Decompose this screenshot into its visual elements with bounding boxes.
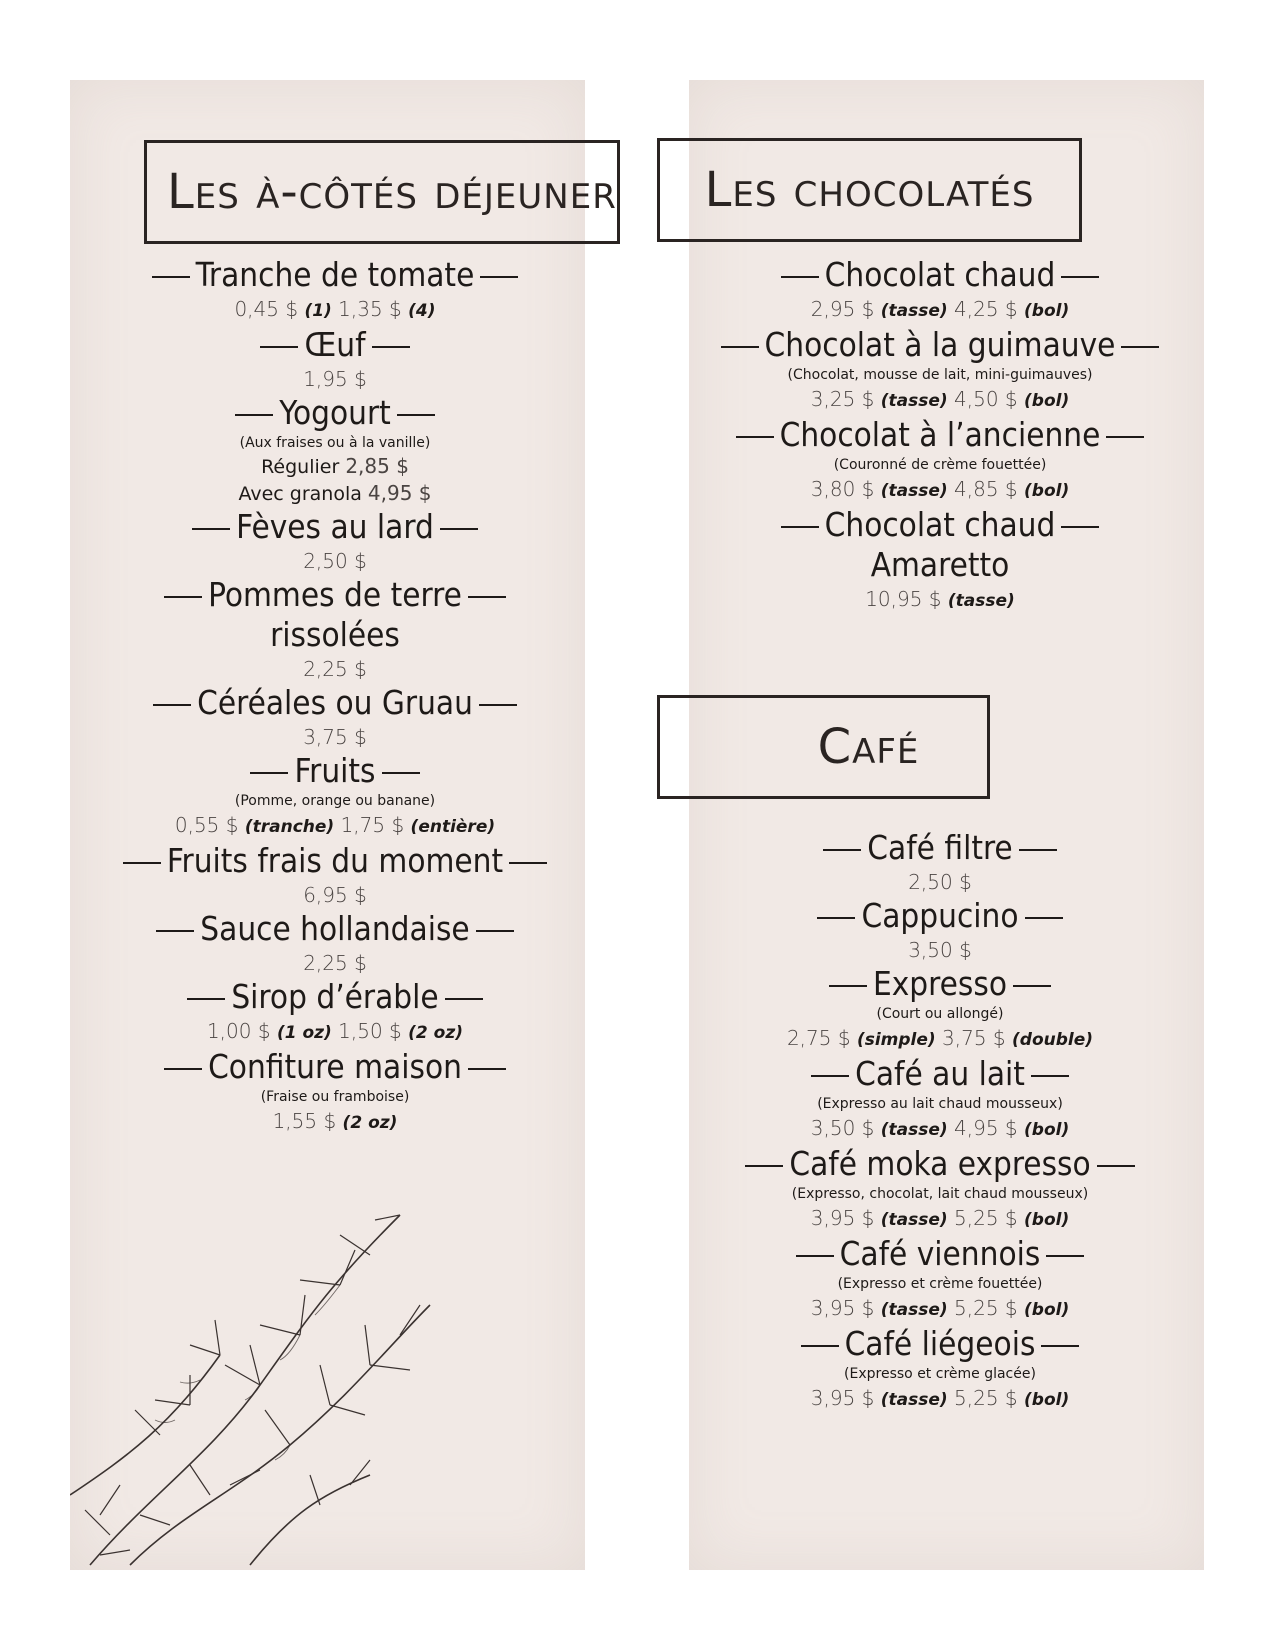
menu-item-name: [110, 977, 560, 1017]
menu-item-price: [110, 1107, 560, 1137]
menu-item-description: (Expresso et crème fouettée): [837, 1276, 1043, 1292]
price-unit: (tranche): [244, 817, 335, 837]
menu-item-description: (Aux fraises ou à la vanille): [239, 435, 431, 451]
menu-item-name-text: Fèves au lard: [236, 507, 434, 546]
price-value: 6,95 $: [303, 883, 367, 907]
menu-item-name-text: Café moka expresso: [789, 1144, 1091, 1183]
dash-divider: [781, 526, 819, 528]
menu-item-name: [110, 909, 560, 949]
menu-item-name-text: Yogourt: [279, 393, 391, 432]
menu-item-name: [110, 325, 560, 365]
menu-item-description: (Expresso, chocolat, lait chaud mousseux): [791, 1186, 1089, 1202]
menu-item-price: [110, 723, 560, 751]
dash-divider: [440, 528, 478, 530]
menu-item-name: [700, 505, 1180, 545]
menu-item-name: [110, 1047, 560, 1087]
price-value: 4,95 $: [367, 481, 432, 505]
price-value: 1,55 $: [272, 1109, 337, 1133]
menu-item-price: [700, 1294, 1180, 1324]
price-value: 1,75 $: [340, 813, 405, 837]
price-value: 3,25 $: [810, 387, 875, 411]
price-unit: (bol): [1024, 301, 1070, 321]
price-value: 1,95 $: [303, 367, 367, 391]
menu-item-name: [110, 683, 560, 723]
menu-item-name-text: Cappucino: [861, 896, 1019, 935]
menu-item-name: [700, 325, 1180, 365]
menu-item-price: [110, 365, 560, 393]
menu-item-name: [110, 507, 560, 547]
menu-item-name: [700, 415, 1180, 455]
price-value: 4,50 $: [954, 387, 1018, 411]
dash-divider: [817, 917, 855, 919]
menu-item: [700, 505, 1180, 615]
menu-item-name: [700, 1324, 1180, 1364]
menu-item-price: [110, 655, 560, 683]
price-value: 2,25 $: [303, 951, 367, 975]
menu-item-name-text: Œuf: [304, 325, 366, 364]
price-value: 3,95 $: [810, 1206, 875, 1230]
price-value: 3,50 $: [908, 938, 972, 962]
menu-item: [110, 1047, 560, 1137]
menu-item-price: [110, 811, 560, 841]
dash-divider: [382, 772, 420, 774]
menu-item-description: (Court ou allongé): [876, 1006, 1004, 1022]
dash-divider: [156, 930, 194, 932]
menu-item-description: (Expresso au lait chaud mousseux): [817, 1096, 1063, 1112]
price-unit: (bol): [1024, 1210, 1070, 1230]
price-value: 1,35 $: [338, 297, 402, 321]
menu-item: [110, 909, 560, 977]
dash-divider: [479, 704, 517, 706]
price-value: 1,50 $: [338, 1019, 402, 1043]
section-title-coffee: [657, 695, 990, 799]
price-unit: (tasse): [880, 391, 948, 411]
dash-divider: [823, 849, 861, 851]
price-unit: (tasse): [880, 481, 948, 501]
menu-item: [110, 841, 560, 909]
dash-divider: [250, 772, 288, 774]
menu-item-name: [700, 1054, 1180, 1094]
dash-divider: [123, 862, 161, 864]
menu-item-name-text: Chocolat à la guimauve: [764, 325, 1116, 364]
menu-item-price: [700, 1204, 1180, 1234]
menu-item-description: (Chocolat, mousse de lait, mini-guimauves): [787, 367, 1093, 383]
menu-item-price-line: [110, 480, 560, 507]
dash-divider: [468, 1068, 506, 1070]
menu-item-name-text: Pommes de terre: [208, 575, 462, 614]
dash-divider: [235, 414, 273, 416]
section-title-chocolates-text: Les chocolatés: [704, 162, 1035, 218]
price-value: 0,55 $: [174, 813, 239, 837]
menu-item-price: [700, 1024, 1180, 1054]
menu-item-price: [110, 881, 560, 909]
menu-item: [110, 977, 560, 1047]
menu-item-price: [700, 295, 1180, 325]
section-title-coffee-text: Café: [817, 719, 920, 775]
price-unit: (bol): [1024, 1120, 1070, 1140]
dash-divider: [1061, 526, 1099, 528]
dash-divider: [164, 596, 202, 598]
menu-item-price: [700, 1384, 1180, 1414]
menu-item: [110, 683, 560, 751]
dash-divider: [801, 1345, 839, 1347]
section-title-sides: [144, 140, 620, 244]
price-unit: (tasse): [947, 591, 1015, 611]
dash-divider: [476, 930, 514, 932]
price-value: 3,80 $: [810, 477, 875, 501]
menu-item-price: [700, 385, 1180, 415]
dash-divider: [829, 985, 867, 987]
dash-divider: [1121, 346, 1159, 348]
price-value: 3,75 $: [942, 1026, 1006, 1050]
coffee-list: [700, 828, 1180, 1414]
menu-item: [700, 896, 1180, 964]
price-value: 2,25 $: [303, 657, 367, 681]
price-label: Avec granola: [238, 483, 368, 505]
menu-item-name: [110, 393, 560, 433]
price-unit: (tasse): [880, 1390, 948, 1410]
menu-item: [110, 325, 560, 393]
menu-item-name: [700, 1234, 1180, 1274]
dash-divider: [152, 276, 190, 278]
dash-divider: [745, 1165, 783, 1167]
price-value: 2,95 $: [810, 297, 875, 321]
menu-item-name-continued: Amaretto: [870, 545, 1010, 584]
price-value: 5,25 $: [954, 1296, 1018, 1320]
menu-item-name-text: Confiture maison: [208, 1047, 462, 1086]
menu-item-price: [700, 936, 1180, 964]
menu-item-description: (Fraise ou framboise): [260, 1089, 410, 1105]
menu-item-name-text: Café filtre: [867, 828, 1013, 867]
dash-divider: [372, 346, 410, 348]
dash-divider: [468, 596, 506, 598]
price-label: Régulier: [261, 456, 346, 478]
menu-item-name: [110, 255, 560, 295]
price-value: 10,95 $: [865, 587, 942, 611]
dash-divider: [796, 1255, 834, 1257]
dash-divider: [1019, 849, 1057, 851]
menu-item: [700, 1234, 1180, 1324]
price-value: 4,95 $: [954, 1116, 1018, 1140]
dash-divider: [260, 346, 298, 348]
price-value: 5,25 $: [954, 1206, 1018, 1230]
price-unit: (entière): [410, 817, 496, 837]
menu-item-name-text: Café au lait: [855, 1054, 1025, 1093]
menu-item-name-text: Café viennois: [839, 1234, 1041, 1273]
menu-item-name-text: Sauce hollandaise: [200, 909, 470, 948]
menu-item-name: [110, 751, 560, 791]
price-unit: (tasse): [880, 1120, 948, 1140]
dash-divider: [736, 436, 774, 438]
price-unit: (4): [408, 301, 436, 321]
menu-item-name-continued: rissolées: [270, 615, 400, 654]
price-unit: (bol): [1024, 1390, 1070, 1410]
menu-item-name-text: Fruits frais du moment: [166, 841, 504, 880]
price-value: 1,00 $: [206, 1019, 271, 1043]
dash-divider: [445, 998, 483, 1000]
dash-divider: [1061, 276, 1099, 278]
price-unit: (1 oz): [276, 1023, 332, 1043]
chocolates-list: [700, 255, 1180, 615]
dash-divider: [509, 862, 547, 864]
price-value: 3,95 $: [810, 1386, 875, 1410]
price-unit: (double): [1012, 1030, 1094, 1050]
menu-item: [700, 1324, 1180, 1414]
price-value: 4,85 $: [954, 477, 1018, 501]
menu-item: [700, 964, 1180, 1054]
dash-divider: [1025, 917, 1063, 919]
price-value: 2,85 $: [345, 454, 409, 478]
price-unit: (bol): [1024, 481, 1070, 501]
menu-item-name-text: Café liégeois: [844, 1324, 1036, 1363]
menu-item-name-text: Chocolat à l’ancienne: [779, 415, 1101, 454]
menu-item-name-text: Tranche de tomate: [195, 255, 475, 294]
menu-item-name-text: Chocolat chaud: [824, 505, 1056, 544]
menu-item-price: [110, 295, 560, 325]
dash-divider: [164, 1068, 202, 1070]
section-title-chocolates: [657, 138, 1082, 242]
price-unit: (simple): [856, 1030, 936, 1050]
menu-item-price: [700, 1114, 1180, 1144]
menu-item-description: (Couronné de crème fouettée): [833, 457, 1047, 473]
price-unit: (bol): [1024, 1300, 1070, 1320]
dash-divider: [781, 276, 819, 278]
price-unit: (2 oz): [342, 1113, 398, 1133]
price-unit: (tasse): [880, 301, 948, 321]
menu-item-name: [110, 575, 560, 615]
menu-item: [700, 415, 1180, 505]
menu-item-name: [700, 828, 1180, 868]
price-value: 5,25 $: [954, 1386, 1018, 1410]
dash-divider: [1041, 1345, 1079, 1347]
menu-item-name-text: Expresso: [872, 964, 1007, 1003]
price-unit: (1): [304, 301, 332, 321]
menu-item-price: [110, 547, 560, 575]
menu-item-name-text: Fruits: [294, 751, 376, 790]
dash-divider: [397, 414, 435, 416]
menu-item-price: [700, 475, 1180, 505]
menu-item: [700, 325, 1180, 415]
dash-divider: [480, 276, 518, 278]
dash-divider: [1106, 436, 1144, 438]
dash-divider: [153, 704, 191, 706]
price-value: 2,50 $: [908, 870, 972, 894]
menu-item-price-line: [110, 453, 560, 480]
price-value: 2,50 $: [303, 549, 367, 573]
menu-item-name: [700, 896, 1180, 936]
herb-sprig-icon: [70, 1195, 470, 1570]
dash-divider: [811, 1075, 849, 1077]
menu-item-description: (Pomme, orange ou banane): [234, 793, 436, 809]
menu-item: [110, 393, 560, 507]
menu-item: [110, 507, 560, 575]
menu-item-name-text: Sirop d’érable: [231, 977, 439, 1016]
menu-item-price: [110, 1017, 560, 1047]
menu-item: [700, 1144, 1180, 1234]
price-value: 4,25 $: [954, 297, 1018, 321]
menu-item-description: (Expresso et crème glacée): [844, 1366, 1036, 1382]
dash-divider: [187, 998, 225, 1000]
price-unit: (2 oz): [408, 1023, 464, 1043]
price-unit: (tasse): [880, 1210, 948, 1230]
menu-item: [700, 255, 1180, 325]
menu-item: [110, 751, 560, 841]
menu-item-name: [700, 964, 1180, 1004]
menu-item-name-text: Chocolat chaud: [824, 255, 1056, 294]
menu-item-price: [110, 949, 560, 977]
price-unit: (bol): [1024, 391, 1070, 411]
dash-divider: [1097, 1165, 1135, 1167]
menu-item-price: [700, 585, 1180, 615]
dash-divider: [1046, 1255, 1084, 1257]
price-value: 3,75 $: [303, 725, 367, 749]
menu-item-name: [700, 255, 1180, 295]
menu-item-price: [700, 868, 1180, 896]
price-value: 3,50 $: [810, 1116, 875, 1140]
menu-item: [700, 828, 1180, 896]
dash-divider: [1031, 1075, 1069, 1077]
dash-divider: [1013, 985, 1051, 987]
menu-item-name-text: Céréales ou Gruau: [197, 683, 473, 722]
section-title-sides-text: Les à-côtés déjeuner: [167, 164, 617, 220]
dash-divider: [192, 528, 230, 530]
price-value: 2,75 $: [786, 1026, 851, 1050]
price-value: 3,95 $: [810, 1296, 875, 1320]
menu-item: [110, 575, 560, 683]
menu-item: [700, 1054, 1180, 1144]
price-value: 0,45 $: [234, 297, 299, 321]
price-unit: (tasse): [880, 1300, 948, 1320]
menu-item-name: [700, 1144, 1180, 1184]
dash-divider: [721, 346, 759, 348]
sides-list: [110, 255, 560, 1137]
menu-item-name: [110, 841, 560, 881]
menu-item: [110, 255, 560, 325]
